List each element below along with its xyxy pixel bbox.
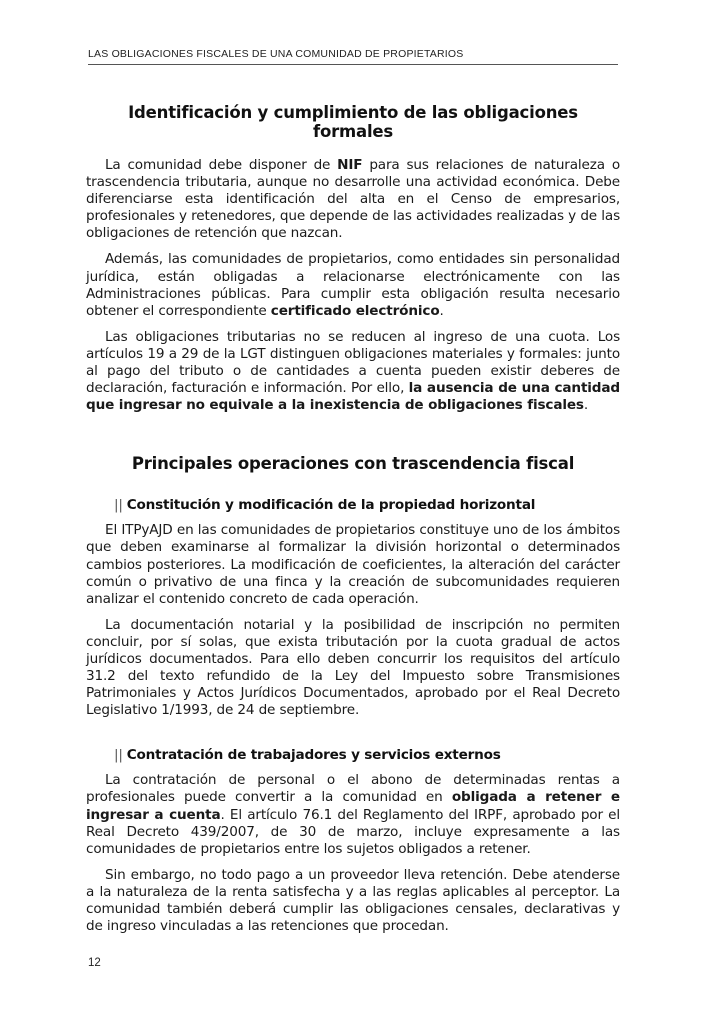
paragraph-proveedor: Sin embargo, no todo pago a un proveedor lleva retención. Debe atenderse a la naturaleza de la renta satisfecha y a las reglas aplicables al perceptor. La comunidad también deberá cumplir las obligaciones censales, declarativas y de ingreso vinculadas a las retenciones que procedan. (86, 866, 620, 935)
emphasis-nif: NIF (337, 157, 363, 173)
running-header: LAS OBLIGACIONES FISCALES DE UNA COMUNIDAD DE PROPIETARIOS (88, 48, 618, 65)
subsection-title-contratacion: || Contratación de trabajadores y servicios externos (114, 747, 501, 764)
emphasis-obligada-retener: obligada a retener e ingresar a cuenta (86, 789, 620, 823)
paragraph-nif: La comunidad debe disponer de NIF para sus relaciones de naturaleza o trascendencia tributaria, aunque no desarrolle una actividad económica. Debe diferenciarse esta identificación del alta en el Censo de empresarios, profesionales y retenedores, que depende de las actividades realizadas y de las obligaciones de retención que nazcan. (86, 157, 620, 242)
paragraph-obligaciones-lgt: Las obligaciones tributarias no se reducen al ingreso de una cuota. Los artículos 19 a 29 de la LGT distinguen obligaciones materiales y formales: junto al pago del tributo o de cantidades a cuenta pueden existir deberes de declaración, facturación e información. Por ello, la ausencia de una cantidad que ingresar no equivale a la inexistencia de obligaciones fiscales. (86, 328, 620, 414)
paragraph-retencion: La contratación de personal o el abono de determinadas rentas a profesionales puede convertir a la comunidad en obligada a retener e ingresar a cuenta. El artículo 76.1 del Reglamento del IRPF, aprobado por el Real Decreto 439/2007, de 30 de marzo, incluye expresamente a las comunidades de propietarios entre los sujetos obligados a retener. (86, 772, 620, 857)
paragraph-certificado: Además, las comunidades de propietarios, como entidades sin personalidad jurídica, están obligadas a relacionarse electrónicamente con las Administraciones públicas. Para cumplir esta obligación resulta necesario obtener el correspondiente certificado electrónico. (86, 251, 620, 319)
subsection-marker: || (114, 747, 123, 764)
section-title-operaciones-fiscales: Principales operaciones con trascendencia fiscal (131, 454, 575, 474)
subsection-title-propiedad-horizontal: || Constitución y modificación de la propiedad horizontal (114, 497, 536, 514)
emphasis-certificado: certificado electrónico (270, 302, 440, 319)
page-number: 12 (88, 957, 101, 969)
subsection-marker: || (114, 497, 123, 514)
page-body (86, 100, 620, 944)
section-title-obligaciones-formales: Identificación y cumplimiento de las obligaciones formales (128, 103, 578, 141)
paragraph-itpajd: El ITPyAJD en las comunidades de propietarios constituye uno de los ámbitos que deben examinarse al formalizar la división horizontal o determinados cambios posteriores. La modificación de coeficientes, la alteración del carácter común o privativo de una finca y la creación de subcomunidades requieren analizar el contenido concreto de cada operación. (86, 522, 620, 607)
paragraph-documentacion-notarial: La documentación notarial y la posibilidad de inscripción no permiten concluir, por sí solas, que exista tributación por la cuota gradual de actos jurídicos documentados. Para ello deben concurrir los requisitos del artículo 31.2 del texto refundido de la Ley del Impuesto sobre Transmisiones Patrimoniales y Actos Jurídicos Documentados, aprobado por el Real Decreto Legislativo 1/1993, de 24 de septiembre. (86, 616, 620, 719)
emphasis-ausencia-cantidad: la ausencia de una cantidad que ingresar no equivale a la inexistencia de obligaciones fiscales (86, 380, 620, 414)
